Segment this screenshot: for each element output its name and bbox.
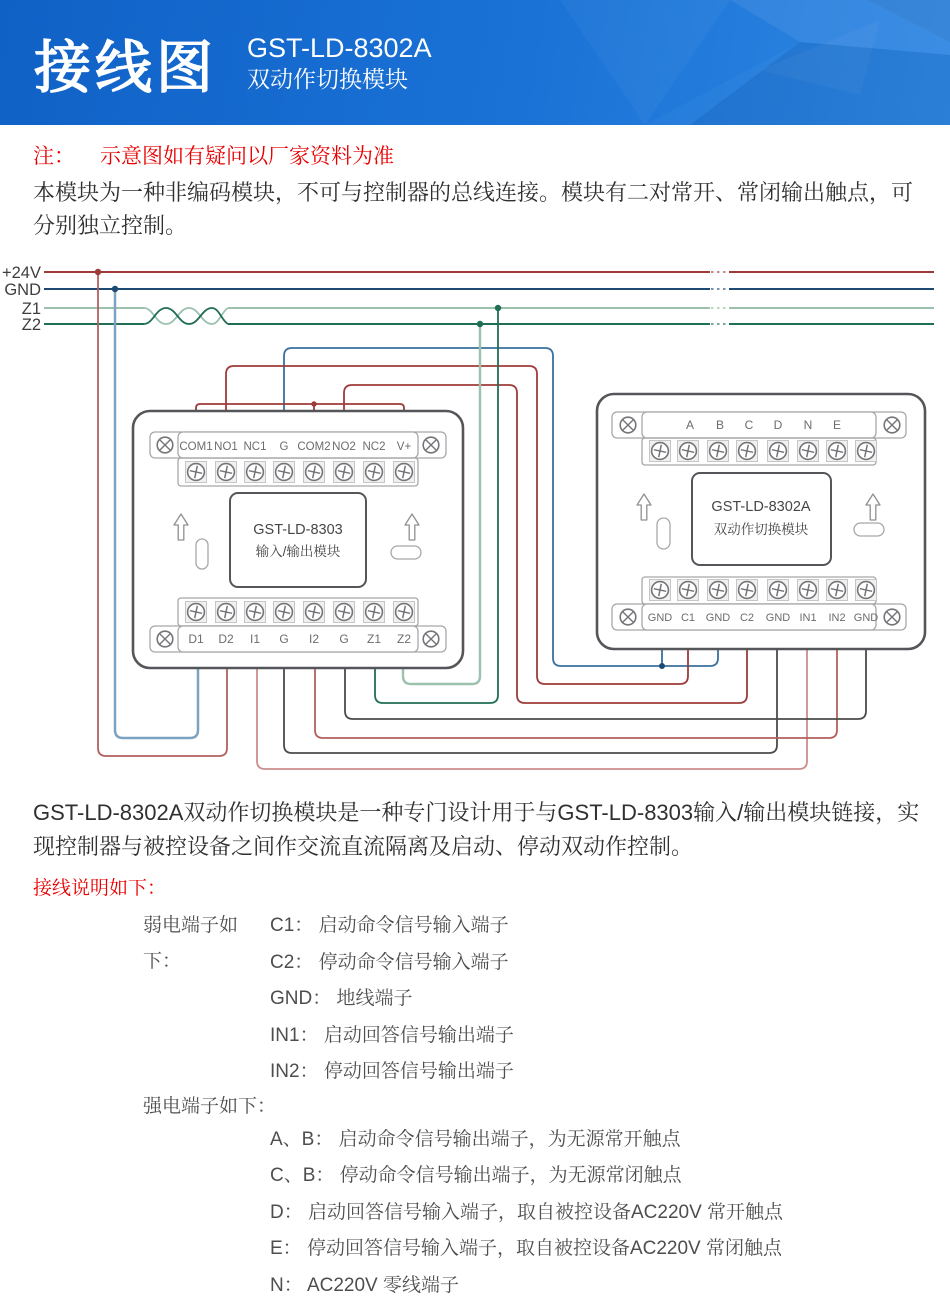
left-top-terminal-label: V+ xyxy=(396,441,412,453)
terminal-screw-icon xyxy=(708,441,729,462)
left-top-terminal-label: NO2 xyxy=(332,441,356,453)
terminal-screw-icon xyxy=(274,602,295,623)
left-module-nameplate xyxy=(230,493,366,587)
bus-label-24v: +24V xyxy=(2,264,41,282)
wiring-diagram xyxy=(0,251,950,791)
model-name: 双动作切换模块 xyxy=(247,65,408,92)
corner-screw-icon xyxy=(423,437,439,453)
right-top-terminal-label: D xyxy=(773,418,783,432)
right-module-type: 双动作切换模块 xyxy=(713,522,809,537)
terminal-descriptions xyxy=(143,908,950,1300)
terminal-screw-icon xyxy=(186,462,207,483)
terminal-screw-icon xyxy=(856,441,877,462)
terminal-screw-icon xyxy=(216,602,237,623)
terminal-screw-icon xyxy=(650,580,671,601)
right-top-terminal-label: B xyxy=(715,418,725,432)
note-text: 示意图如有疑问以厂家资料为准 xyxy=(100,145,394,168)
weak-group-label: 弱电端子如下： xyxy=(143,915,239,972)
junction-gnd xyxy=(112,286,118,292)
terminal-screw-icon xyxy=(650,441,671,462)
term-item: IN1： 启动回答信号输出端子 xyxy=(270,1024,514,1046)
terminal-screw-icon xyxy=(737,580,758,601)
terminal-screw-icon xyxy=(678,441,699,462)
page-title: 接线图 xyxy=(34,35,217,100)
left-top-terminal-label: NO1 xyxy=(214,441,238,453)
term-item: N： AC220V 零线端子 xyxy=(270,1274,459,1296)
term-item: E： 停动回答信号输入端子，取自被控设备AC220V 常闭触点 xyxy=(270,1238,782,1259)
term-item: C2： 停动命令信号输入端子 xyxy=(270,951,509,973)
term-item: GND： 地线端子 xyxy=(270,988,413,1009)
right-top-terminal-label: N xyxy=(803,418,813,432)
bus-label-z2: Z2 xyxy=(21,316,41,334)
junction-24v xyxy=(95,269,101,275)
left-bottom-terminal-label: I1 xyxy=(249,632,261,646)
terminal-screw-icon xyxy=(334,602,355,623)
terminal-screw-icon xyxy=(737,441,758,462)
model-number: GST-LD-8302A xyxy=(247,32,432,63)
left-top-terminal-label: COM1 xyxy=(179,441,213,453)
left-bottom-terminal-label: Z1 xyxy=(366,632,382,646)
term-item: A、B： 启动命令信号输出端子，为无源常开触点 xyxy=(270,1128,681,1150)
bus-label-gnd: GND xyxy=(4,281,41,299)
strong-terminal-group xyxy=(143,1091,950,1300)
terminal-screw-icon xyxy=(798,580,819,601)
term-item: C、B： 停动命令信号输出端子，为无源常闭触点 xyxy=(270,1165,682,1186)
bus-lines xyxy=(44,272,934,324)
weak-terminal-group xyxy=(143,908,950,1091)
bus-label-z1: Z1 xyxy=(21,300,41,318)
corner-screw-icon xyxy=(157,631,173,647)
terminal-screw-icon xyxy=(334,462,355,483)
left-bottom-terminal-label: D2 xyxy=(218,632,234,646)
terminal-screw-icon xyxy=(186,602,207,623)
term-item: C1： 启动命令信号输入端子 xyxy=(270,915,509,936)
terminal-screw-icon xyxy=(856,580,877,601)
right-top-terminal-label: A xyxy=(685,418,695,432)
terminal-screw-icon xyxy=(304,602,325,623)
right-module-nameplate xyxy=(692,473,831,565)
terminal-screw-icon xyxy=(274,462,295,483)
right-bottom-terminal-label: C1 xyxy=(680,612,696,624)
corner-screw-icon xyxy=(884,609,900,625)
wiring-heading: 接线说明如下： xyxy=(33,878,167,899)
terminal-screw-icon xyxy=(364,602,385,623)
intro-paragraph: 本模块为一种非编码模块，不可与控制器的总线连接。模块有二对常开、常闭输出触点，可分别独立控制。 xyxy=(33,180,914,238)
corner-screw-icon xyxy=(884,417,900,433)
terminal-screw-icon xyxy=(768,441,789,462)
right-bottom-terminal-label: IN2 xyxy=(828,612,846,624)
left-top-terminal-label: NC2 xyxy=(362,441,386,453)
terminal-screw-icon xyxy=(678,580,699,601)
left-module-name: GST-LD-8303 xyxy=(253,522,343,538)
terminal-screw-icon xyxy=(768,580,789,601)
junction-com2 xyxy=(311,401,316,406)
junction-z1 xyxy=(495,305,501,311)
terminal-screw-icon xyxy=(245,462,266,483)
note-prefix: 注： xyxy=(33,145,75,168)
terminal-screw-icon xyxy=(827,441,848,462)
description-paragraph: GST-LD-8302A双动作切换模块是一种专门设计用于与GST-LD-8303输入/输出模块链接，实现控制器与被控设备之间作交流直流隔离及启动、停动双动作控制。 xyxy=(33,800,920,859)
junction-z2 xyxy=(477,321,483,327)
terminal-screw-icon xyxy=(708,580,729,601)
right-bottom-terminal-label: GND xyxy=(765,612,791,624)
right-bottom-terminal-label: GND xyxy=(705,612,731,624)
corner-screw-icon xyxy=(620,417,636,433)
terminal-screw-icon xyxy=(245,602,266,623)
terminal-screw-icon xyxy=(798,441,819,462)
page-header xyxy=(0,0,950,125)
left-top-terminal-label: COM2 xyxy=(297,441,331,453)
right-bottom-terminal-label: C2 xyxy=(739,612,755,624)
left-bottom-label-band xyxy=(178,626,418,652)
right-bottom-terminal-label: IN1 xyxy=(799,612,817,624)
corner-screw-icon xyxy=(423,631,439,647)
corner-screw-icon xyxy=(157,437,173,453)
terminal-screw-icon xyxy=(364,462,385,483)
left-bottom-terminal-label: G xyxy=(279,632,289,646)
right-top-terminal-label: C xyxy=(744,418,754,432)
left-module-type: 输入/输出模块 xyxy=(255,544,341,559)
right-bottom-terminal-label: GND xyxy=(853,612,879,624)
terminal-screw-icon xyxy=(394,602,415,623)
term-item: D： 启动回答信号输入端子，取自被控设备AC220V 常开触点 xyxy=(270,1201,784,1223)
left-bottom-terminal-label: D1 xyxy=(188,632,204,646)
terminal-screw-icon xyxy=(394,462,415,483)
terminal-screw-icon xyxy=(216,462,237,483)
bus-labels xyxy=(2,264,41,334)
left-bottom-terminal-label: G xyxy=(339,632,349,646)
right-bottom-terminal-label: GND xyxy=(647,612,673,624)
terminal-screw-icon xyxy=(304,462,325,483)
corner-screw-icon xyxy=(620,609,636,625)
right-top-terminal-label: E xyxy=(832,418,842,432)
left-bottom-terminal-label: Z2 xyxy=(396,632,412,646)
term-item: IN2： 停动回答信号输出端子 xyxy=(270,1061,514,1082)
left-top-terminal-label: NC1 xyxy=(243,441,267,453)
left-bottom-terminal-label: I2 xyxy=(308,632,320,646)
right-module-name: GST-LD-8302A xyxy=(711,499,811,515)
terminal-screw-icon xyxy=(827,580,848,601)
strong-group-label: 强电端子如下： xyxy=(143,1095,277,1117)
right-module xyxy=(597,394,925,649)
junction-gnd1 xyxy=(659,663,665,669)
caution-note xyxy=(33,140,950,170)
left-top-terminal-label: G xyxy=(279,441,289,453)
